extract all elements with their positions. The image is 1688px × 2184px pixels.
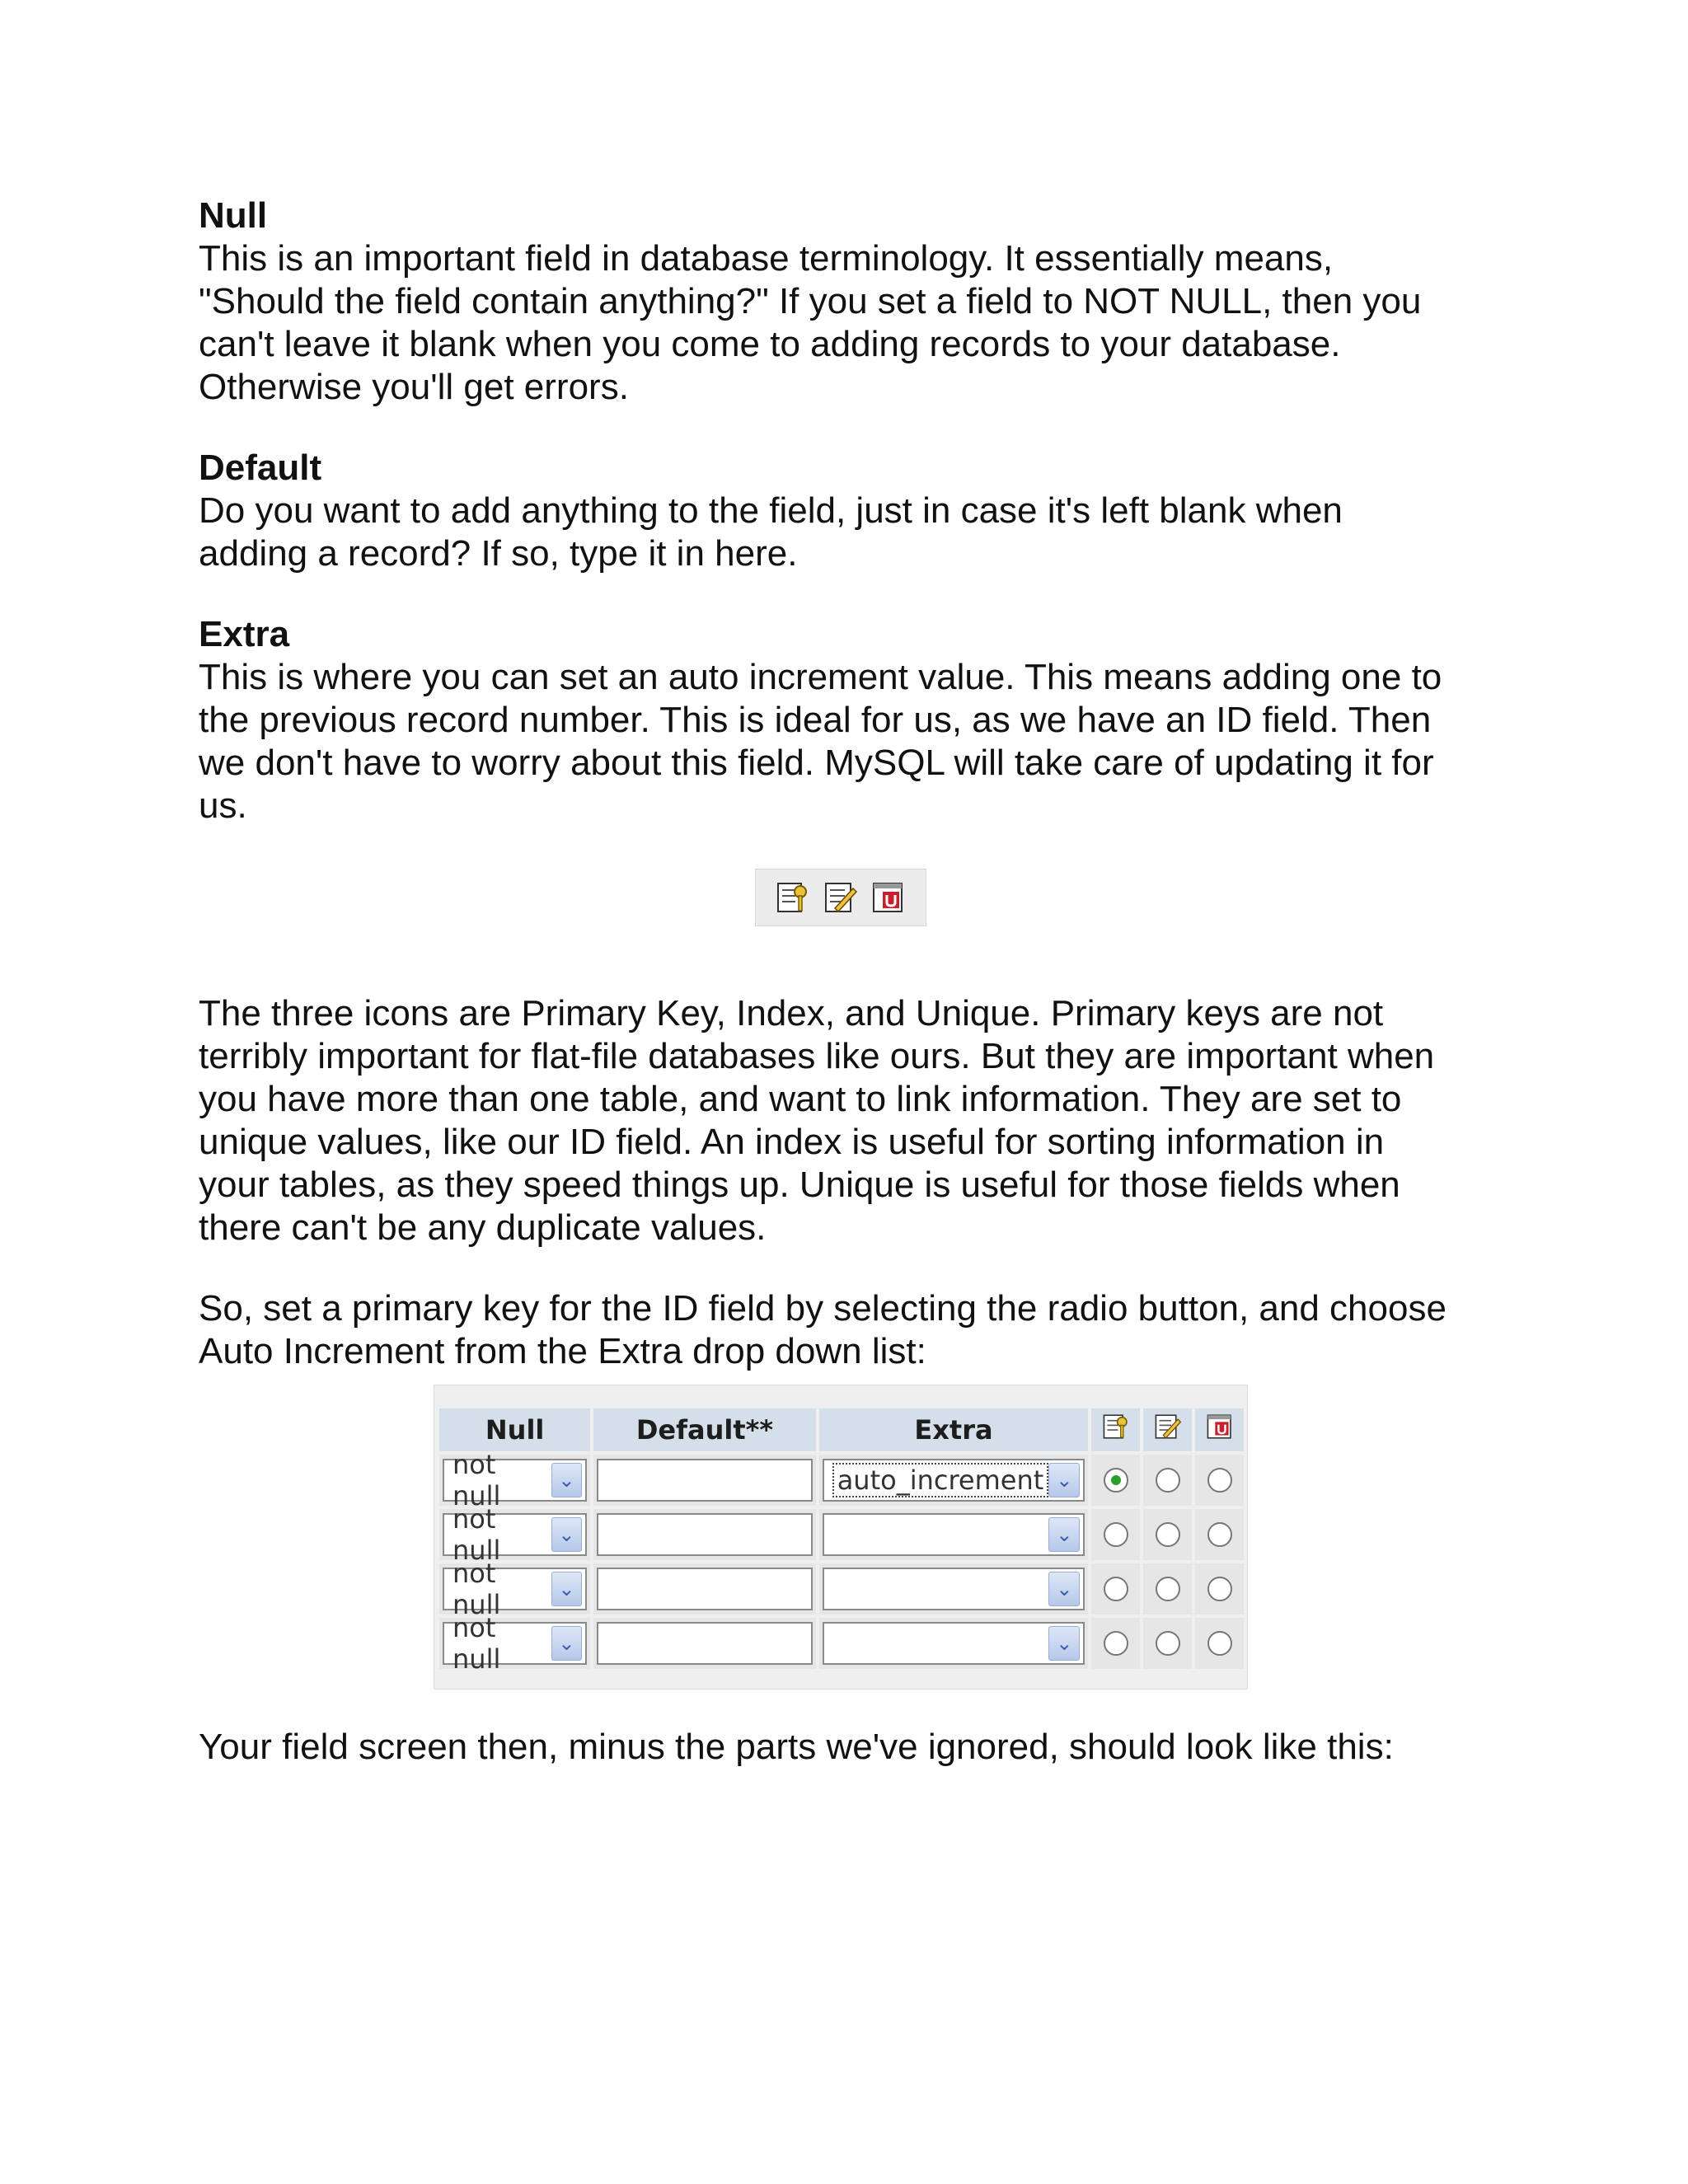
extra-line-3: we don't have to worry about this field. MySQL will take care of updating it for: [199, 743, 1434, 783]
chevron-down-icon[interactable]: ⌄: [1048, 1517, 1080, 1552]
extra-line-1: This is where you can set an auto increment value. This means adding one to: [199, 657, 1442, 697]
icons-line-4: unique values, like our ID field. An index is useful for sorting information in: [199, 1122, 1385, 1162]
chevron-down-icon[interactable]: ⌄: [551, 1517, 583, 1552]
null-select-value: not null: [452, 1449, 501, 1511]
icons-line-3: you have more than one table, and want to link information. They are set to: [199, 1079, 1402, 1119]
table-row: [439, 1563, 1244, 1615]
index-icons-strip: [755, 869, 926, 926]
null-select-value: not null: [452, 1612, 501, 1675]
closing-paragraph: Your field screen then, minus the parts we've ignored, should look like this:: [199, 1727, 1394, 1767]
default-input[interactable]: [597, 1459, 812, 1502]
extra-select[interactable]: [823, 1622, 1085, 1665]
extra-select[interactable]: [823, 1459, 1085, 1502]
primary-key-radio[interactable]: [1104, 1577, 1128, 1601]
default-line-2: adding a record? If so, type it in here.: [199, 533, 798, 574]
default-line-1: Do you want to add anything to the field, just in case it's left blank when: [199, 490, 1343, 531]
extra-line-2: the previous record number. This is ideal for us, as we have an ID field. Then: [199, 700, 1432, 740]
icons-line-5: your tables, as they speed things up. Unique is useful for those fields when: [199, 1165, 1400, 1205]
null-line-2: "Should the field contain anything?" If you set a field to NOT NULL, then you: [199, 281, 1422, 321]
unique-radio[interactable]: [1207, 1522, 1232, 1547]
null-line-1: This is an important field in database terminology. It essentially means,: [199, 238, 1334, 279]
index-radio[interactable]: [1156, 1468, 1180, 1493]
closing-block: [199, 1726, 1501, 1769]
text-block: [199, 194, 1501, 1373]
unique-icon: [1206, 1416, 1234, 1447]
null-select[interactable]: [443, 1503, 587, 1566]
index-icon: [823, 880, 858, 915]
unique-radio[interactable]: [1207, 1577, 1232, 1601]
default-input[interactable]: [597, 1622, 812, 1665]
null-select-value: not null: [452, 1503, 501, 1566]
primary-key-icon: [776, 880, 810, 915]
header-index: [1143, 1408, 1192, 1451]
header-unique: [1195, 1408, 1244, 1451]
index-radio[interactable]: [1156, 1522, 1180, 1547]
table-row: [439, 1455, 1244, 1506]
primary-key-icon: [1102, 1416, 1130, 1447]
chevron-down-icon[interactable]: ⌄: [551, 1626, 583, 1661]
index-radio[interactable]: [1156, 1577, 1180, 1601]
instruction-line-2: Auto Increment from the Extra drop down list:: [199, 1331, 926, 1371]
extra-select[interactable]: [823, 1568, 1085, 1610]
chevron-down-icon[interactable]: ⌄: [1048, 1463, 1080, 1497]
unique-radio[interactable]: [1207, 1468, 1232, 1493]
header-null: Null: [439, 1408, 590, 1451]
icons-line-6: there can't be any duplicate values.: [199, 1207, 767, 1248]
extra-select[interactable]: [823, 1513, 1085, 1556]
null-line-3: can't leave it blank when you come to adding records to your database.: [199, 324, 1341, 364]
null-select[interactable]: [443, 1612, 587, 1675]
extra-line-4: us.: [199, 785, 247, 826]
null-select-value: not null: [452, 1558, 501, 1620]
chevron-down-icon[interactable]: ⌄: [551, 1572, 583, 1606]
default-input[interactable]: [597, 1568, 812, 1610]
section-title-extra: Extra: [199, 614, 290, 654]
icons-line-2: terribly important for flat-file databases like ours. But they are important when: [199, 1036, 1435, 1076]
extra-select-value: auto_increment: [832, 1463, 1049, 1497]
section-title-default: Default: [199, 448, 322, 488]
null-line-4: Otherwise you'll get errors.: [199, 367, 629, 407]
chevron-down-icon[interactable]: ⌄: [1048, 1572, 1080, 1606]
primary-key-radio[interactable]: [1104, 1468, 1128, 1493]
header-primary-key: [1091, 1408, 1140, 1451]
unique-icon: [871, 880, 906, 915]
primary-key-radio[interactable]: [1104, 1522, 1128, 1547]
header-extra: Extra: [819, 1408, 1089, 1451]
header-default: Default**: [593, 1408, 815, 1451]
unique-radio[interactable]: [1207, 1631, 1232, 1656]
null-select[interactable]: [443, 1449, 587, 1511]
default-input[interactable]: [597, 1513, 812, 1556]
table-row: [439, 1618, 1244, 1669]
index-radio[interactable]: [1156, 1631, 1180, 1656]
field-settings-table: [434, 1385, 1248, 1690]
table-row: [439, 1509, 1244, 1560]
null-select[interactable]: [443, 1558, 587, 1620]
instruction-line-1: So, set a primary key for the ID field by selecting the radio button, and choose: [199, 1288, 1447, 1329]
primary-key-radio[interactable]: [1104, 1631, 1128, 1656]
icons-line-1: The three icons are Primary Key, Index, and Unique. Primary keys are not: [199, 993, 1384, 1033]
section-title-null: Null: [199, 195, 268, 236]
index-icon: [1154, 1416, 1182, 1447]
chevron-down-icon[interactable]: ⌄: [1048, 1626, 1080, 1661]
chevron-down-icon[interactable]: ⌄: [551, 1463, 583, 1497]
